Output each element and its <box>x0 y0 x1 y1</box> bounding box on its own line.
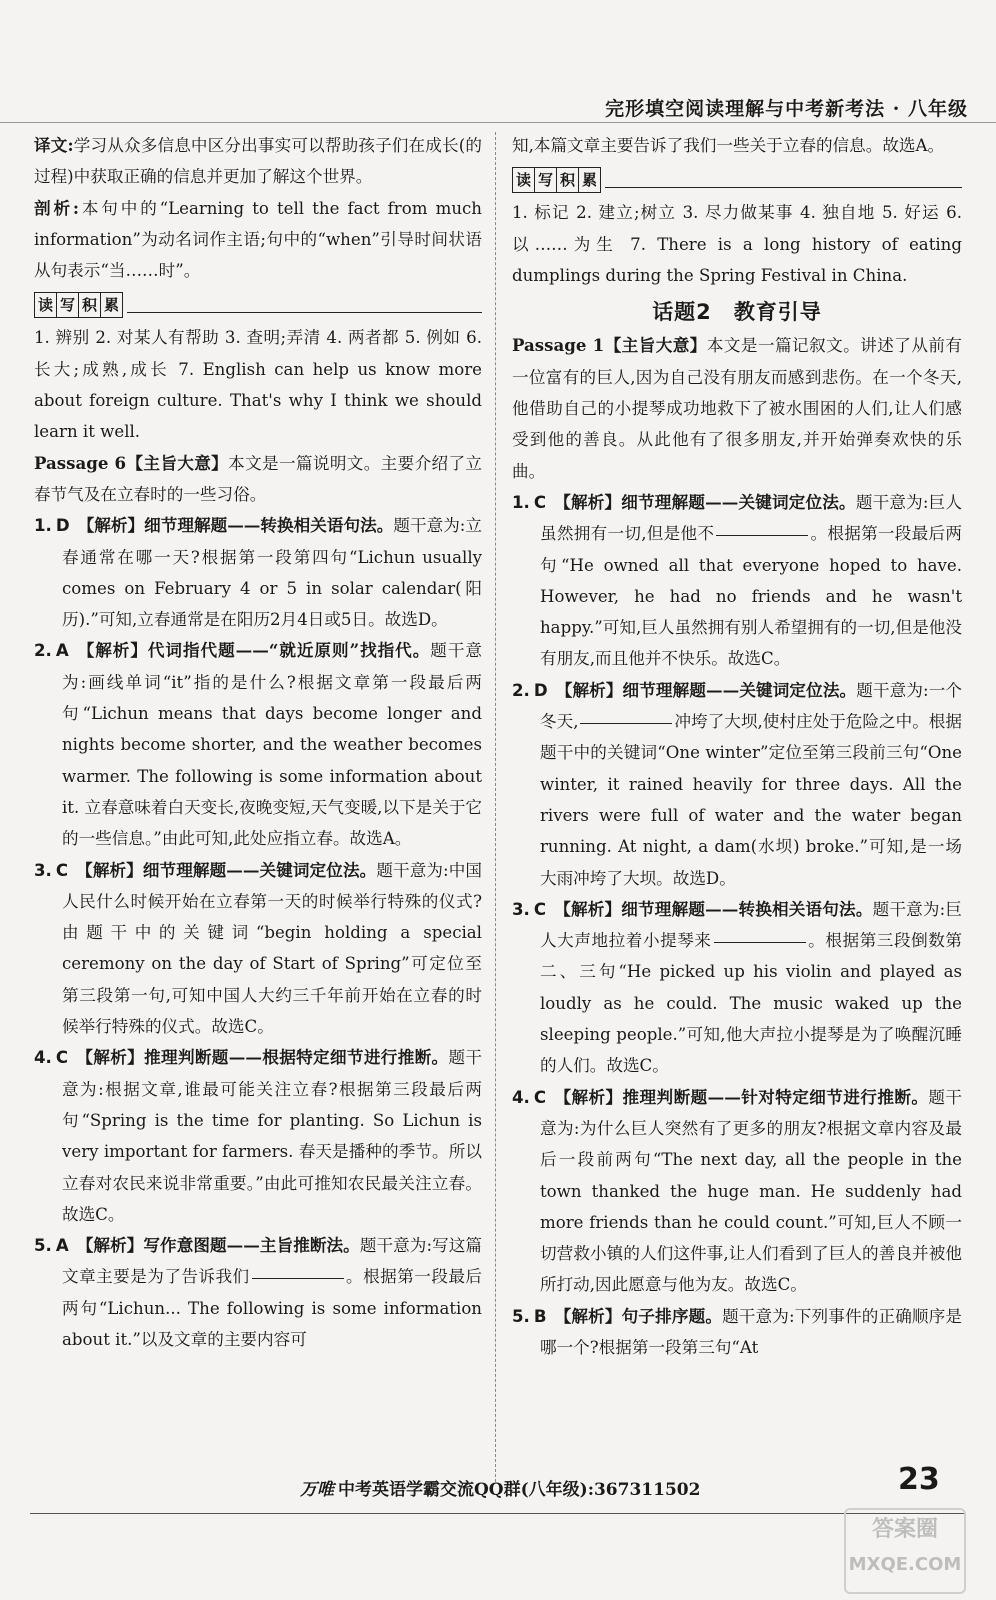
passage1-summary <box>512 330 962 486</box>
analysis-label: 剖析: <box>34 197 80 218</box>
analysis-body: 题干意为:巨人大声地拉着小提琴来 <box>540 899 963 951</box>
page-footer <box>300 1475 700 1500</box>
continuation-text: 知,本篇文章主要告诉了我们一些关于立春的信息。故选A。 <box>512 136 945 155</box>
question-item <box>512 1301 962 1364</box>
analysis-tag: 【解析】细节理解题——关键词定位法。 <box>555 679 857 700</box>
question-number: 5. <box>512 1306 530 1326</box>
question-number: 3. <box>34 860 52 880</box>
accumulation-rule <box>605 187 962 188</box>
page-number: 23 <box>898 1462 940 1497</box>
acc-char: 读 <box>513 168 535 192</box>
analysis-body: 题干意为:一个冬天, <box>540 680 963 732</box>
translation-text: 学习从众多信息中区分出事实可以帮助孩子们在成长(的过程)中获取正确的信息并更加了解这个世界。 <box>34 136 482 187</box>
answer-letter: C <box>55 860 69 880</box>
question-number: 3. <box>512 899 530 919</box>
question-number: 1. <box>512 492 530 512</box>
question-number: 4. <box>34 1048 52 1068</box>
right-column <box>512 130 962 1363</box>
footer-rule <box>30 1513 966 1514</box>
translation-paragraph <box>34 130 482 193</box>
question-number: 1. <box>34 516 52 536</box>
analysis-tag: 【解析】写作意图题——主旨推断法。 <box>76 1235 360 1256</box>
question-item <box>34 1042 482 1230</box>
question-item <box>512 675 962 894</box>
topic-name: 教育引导 <box>733 300 822 325</box>
analysis-tag: 【解析】细节理解题——转换相关语句法。 <box>554 898 873 919</box>
analysis-paragraph <box>34 193 482 287</box>
question-item <box>512 487 962 675</box>
answer-letter: C <box>533 899 547 919</box>
accumulation-box <box>512 167 601 193</box>
question-item <box>512 894 962 1082</box>
question-item <box>34 635 482 854</box>
header-rule <box>0 122 996 123</box>
answer-letter: B <box>533 1306 547 1326</box>
answer-letter: D <box>533 680 548 700</box>
running-header: 完形填空阅读理解与中考新考法 · 八年级 <box>605 98 968 120</box>
accumulation-box <box>34 292 123 318</box>
acc-char: 读 <box>35 293 57 317</box>
question-number: 5. <box>34 1236 52 1256</box>
question-item <box>34 510 482 635</box>
left-column <box>34 130 482 1355</box>
answer-letter: C <box>533 492 547 512</box>
footer-text: 中考英语学霸交流QQ群(八年级):367311502 <box>338 1480 701 1500</box>
analysis-tag: 【解析】细节理解题——转换相关语句法。 <box>77 515 394 536</box>
passage6-summary <box>34 448 482 511</box>
column-divider <box>495 132 496 1482</box>
topic-label: 话题2 <box>652 300 712 325</box>
analysis-body: 题干意为:立春通常在哪一天?根据第一段第四句“Lichun usually comes on February 4 or 5 in solar calendar(阳历).”可知,立春通常是在阳历2月4日或5日。故选D。 <box>62 516 483 630</box>
translation-label: 译文: <box>34 135 74 155</box>
brand-logo: 万唯 <box>300 1480 334 1500</box>
accumulation-text: 1. 标记 2. 建立;树立 3. 尽力做某事 4. 独自地 5. 好运 6. 以……为生 7. There is a long history of eating dumplings during the Spring Festival in China. <box>512 203 962 285</box>
analysis-body: 题干意为:巨人虽然拥有一切,但是他不 <box>540 492 963 544</box>
acc-char: 写 <box>535 168 557 192</box>
acc-char: 累 <box>582 171 598 190</box>
accumulation-rule <box>127 312 482 313</box>
analysis-tag: 【解析】推理判断题——根据特定细节进行推断。 <box>76 1047 449 1068</box>
topic-heading <box>512 297 962 328</box>
passage1-text: 本文是一篇记叙文。讲述了从前有一位富有的巨人,因为自己没有朋友而感到悲伤。在一个冬天,他借助自己的小提琴成功地救下了被水围困的人们,让人们感受到他的善良。从此他有了很多朋友,并开始弹奏欢快的乐曲。 <box>512 336 963 481</box>
question-item <box>34 1230 482 1355</box>
analysis-body: 题干意为:为什么巨人突然有了更多的朋友?根据文章内容及最后一段前两句“The next day, all the people in the town thanked the huge man. He suddenly had more friends than he could count.”可知,巨人不顾一切营救小镇的人们这件事,让人们看到了巨人的善良并被他所打动,因此愿意与他为友。故选C。 <box>540 1087 962 1295</box>
question-item <box>512 1082 962 1301</box>
analysis-tag: 【解析】推理判断题——针对特定细节进行推断。 <box>554 1086 929 1107</box>
answer-blank <box>580 722 672 724</box>
answer-letter: D <box>55 516 70 536</box>
analysis-tag: 【解析】代词指代题——“就近原则”找指代。 <box>76 640 431 661</box>
analysis-text: 本句中的“Learning to tell the fact from much information”为动名词作主语;句中的“when”引导时间状语从句表示“当……时”。 <box>34 198 482 281</box>
analysis-body: 题干意为:中国人民什么时候开始在立春第一天的时候举行特殊的仪式?由题干中的关键词“begin holding a special ceremony on the day of Start of Spring”可定位至第三段第一句,可知中国人大约三千年前开始在立春的时候举行特殊的仪式。故选C。 <box>62 860 483 1037</box>
passage1-title: Passage 1【主旨大意】 <box>512 335 707 356</box>
analysis-body: 题干意为:下列事件的正确顺序是哪一个?根据第一段第三句“At <box>540 1306 963 1357</box>
watermark-text: 答案圈 <box>871 1517 938 1542</box>
answer-letter: C <box>533 1087 547 1107</box>
answer-blank <box>714 941 806 943</box>
question-item <box>34 855 482 1043</box>
analysis-body: 题干意为:写这篇文章主要是为了告诉我们 <box>62 1236 482 1287</box>
answer-letter: A <box>55 1236 69 1256</box>
question-number: 4. <box>512 1087 530 1107</box>
accumulation-heading <box>34 292 482 318</box>
answer-blank <box>252 1277 344 1279</box>
acc-char: 积 <box>557 168 579 192</box>
analysis-tag: 【解析】细节理解题——关键词定位法。 <box>554 491 856 512</box>
watermark-url: MXQE.COM <box>848 1554 962 1575</box>
analysis-tag: 【解析】细节理解题——关键词定位法。 <box>76 859 377 880</box>
question-number: 2. <box>34 641 52 661</box>
analysis-body: 。根据第一段最后两句“Lichun... The following is some information about it.”以及文章的主要内容可 <box>62 1267 483 1349</box>
passage6-title: Passage 6【主旨大意】 <box>34 452 229 473</box>
analysis-body: 题干意为:画线单词“it”指的是什么?根据文章第一段最后两句“Lichun means that days become longer and nights become shorter, and the weather becomes warmer. The following is some information about it. 立春意味着白天变长,夜晚变短,天气变暖,以下是关于它的一些信息。”由此可知,此处应指立春。故选A。 <box>62 641 483 849</box>
answer-letter: A <box>55 641 69 661</box>
accumulation-text: 1. 辨别 2. 对某人有帮助 3. 查明;弄清 4. 两者都 5. 例如 6. 长大;成熟,成长 7. English can help us know more about foreign culture. That's why I think we should learn it well. <box>34 328 482 442</box>
answer-letter: C <box>55 1048 69 1068</box>
analysis-body: 。根据第三段倒数第二、三句“He picked up his violin and played as loudly as he could. The music waked up the sleeping people.”可知,他大声拉小提琴是为了唤醒沉睡的人们。故选C。 <box>540 931 963 1076</box>
watermark-logo <box>844 1508 966 1594</box>
analysis-body: 。根据第一段最后两句“He owned all that everyone hoped to have. However, he had no friends and he wasn't happy.”可知,巨人虽然拥有别人希望拥有的一切,但是他没有朋友,而且他并不快乐。故选C。 <box>540 524 962 669</box>
question-number: 2. <box>512 680 530 700</box>
analysis-body: 冲垮了大坝,使村庄处于危险之中。根据题干中的关键词“One winter”定位至第三段前三句“One winter, it rained heavily for three days. All the rivers were full of water and the water began running. At night, a dam(水坝) broke.”可知,是一场大雨冲垮了大坝。故选D。 <box>540 712 962 888</box>
acc-char: 积 <box>79 293 101 317</box>
acc-char: 累 <box>104 296 120 315</box>
accumulation-heading <box>512 167 962 193</box>
answer-blank <box>716 534 808 536</box>
passage6-text: 本文是一篇说明文。主要介绍了立春节气及在立春时的一些习俗。 <box>34 453 483 504</box>
analysis-tag: 【解析】句子排序题。 <box>554 1305 723 1326</box>
acc-char: 写 <box>57 293 79 317</box>
analysis-body: 题干意为:根据文章,谁最可能关注立春?根据第三段最后两句“Spring is the time for planting. So Lichun is very important for farmers. 春天是播种的季节。所以立春对农民来说非常重要。”由此可推知农民最关注立春。故选C。 <box>62 1048 483 1224</box>
